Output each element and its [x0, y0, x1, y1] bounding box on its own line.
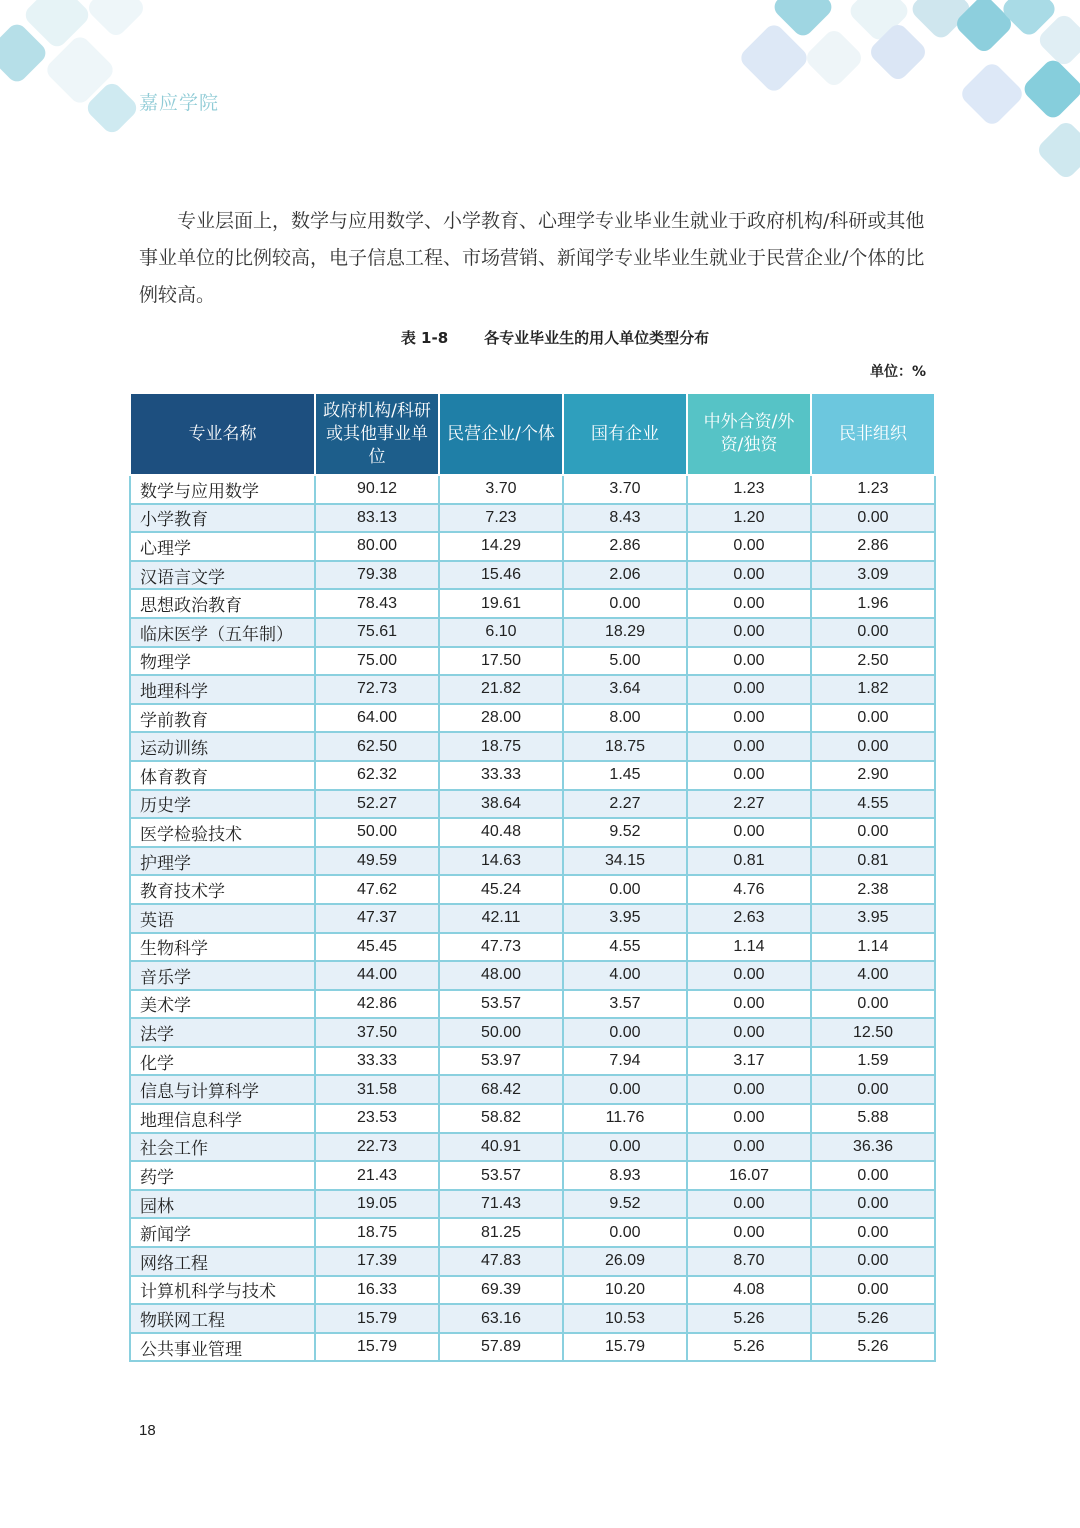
- percent-cell: 0.00: [687, 732, 811, 761]
- percent-cell: 12.50: [811, 1018, 935, 1047]
- major-name-cell: 教育技术学: [130, 875, 315, 904]
- percent-cell: 21.82: [439, 675, 563, 704]
- percent-cell: 18.29: [563, 618, 687, 647]
- table-row: [130, 990, 935, 1019]
- percent-cell: 1.59: [811, 1047, 935, 1076]
- percent-cell: 81.25: [439, 1218, 563, 1247]
- percent-cell: 1.96: [811, 589, 935, 618]
- column-header: 民营企业/个体: [439, 393, 563, 475]
- percent-cell: 0.00: [563, 589, 687, 618]
- table-row: [130, 1018, 935, 1047]
- table-row: [130, 589, 935, 618]
- percent-cell: 50.00: [439, 1018, 563, 1047]
- column-header: 中外合资/外资/独资: [687, 393, 811, 475]
- percent-cell: 0.00: [563, 1018, 687, 1047]
- percent-cell: 4.76: [687, 875, 811, 904]
- percent-cell: 5.00: [563, 647, 687, 676]
- major-name-cell: 小学教育: [130, 504, 315, 533]
- percent-cell: 0.00: [811, 618, 935, 647]
- column-header: 政府机构/科研或其他事业单位: [315, 393, 439, 475]
- percent-cell: 7.94: [563, 1047, 687, 1076]
- percent-cell: 0.00: [687, 561, 811, 590]
- percent-cell: 5.26: [811, 1304, 935, 1333]
- table-row: [130, 761, 935, 790]
- major-name-cell: 美术学: [130, 990, 315, 1019]
- major-name-cell: 网络工程: [130, 1247, 315, 1276]
- percent-cell: 1.23: [811, 475, 935, 504]
- percent-cell: 1.23: [687, 475, 811, 504]
- percent-cell: 40.48: [439, 818, 563, 847]
- major-name-cell: 新闻学: [130, 1218, 315, 1247]
- percent-cell: 0.81: [811, 847, 935, 876]
- percent-cell: 28.00: [439, 704, 563, 733]
- table-row: [130, 1276, 935, 1305]
- percent-cell: 10.53: [563, 1304, 687, 1333]
- percent-cell: 3.70: [563, 475, 687, 504]
- percent-cell: 22.73: [315, 1133, 439, 1162]
- table-row: [130, 1104, 935, 1133]
- percent-cell: 18.75: [563, 732, 687, 761]
- percent-cell: 0.00: [811, 1161, 935, 1190]
- major-name-cell: 药学: [130, 1161, 315, 1190]
- page-number: 18: [139, 1422, 156, 1439]
- major-name-cell: 汉语言文学: [130, 561, 315, 590]
- table-row: [130, 1161, 935, 1190]
- percent-cell: 57.89: [439, 1333, 563, 1362]
- major-name-cell: 临床医学（五年制）: [130, 618, 315, 647]
- table-row: [130, 475, 935, 504]
- percent-cell: 0.00: [563, 1133, 687, 1162]
- percent-cell: 6.10: [439, 618, 563, 647]
- major-name-cell: 信息与计算科学: [130, 1075, 315, 1104]
- major-name-cell: 园林: [130, 1190, 315, 1219]
- percent-cell: 8.00: [563, 704, 687, 733]
- percent-cell: 80.00: [315, 532, 439, 561]
- percent-cell: 1.20: [687, 504, 811, 533]
- percent-cell: 47.73: [439, 933, 563, 962]
- percent-cell: 0.81: [687, 847, 811, 876]
- major-name-cell: 英语: [130, 904, 315, 933]
- percent-cell: 78.43: [315, 589, 439, 618]
- major-name-cell: 社会工作: [130, 1133, 315, 1162]
- percent-cell: 33.33: [439, 761, 563, 790]
- percent-cell: 0.00: [811, 990, 935, 1019]
- percent-cell: 14.29: [439, 532, 563, 561]
- percent-cell: 50.00: [315, 818, 439, 847]
- percent-cell: 15.79: [315, 1333, 439, 1362]
- percent-cell: 47.37: [315, 904, 439, 933]
- percent-cell: 2.06: [563, 561, 687, 590]
- percent-cell: 71.43: [439, 1190, 563, 1219]
- percent-cell: 4.08: [687, 1276, 811, 1305]
- percent-cell: 64.00: [315, 704, 439, 733]
- percent-cell: 15.46: [439, 561, 563, 590]
- percent-cell: 45.24: [439, 875, 563, 904]
- table-row: [130, 790, 935, 819]
- table-row: [130, 1247, 935, 1276]
- percent-cell: 0.00: [811, 732, 935, 761]
- table-row: [130, 1075, 935, 1104]
- table-row: [130, 1218, 935, 1247]
- percent-cell: 15.79: [563, 1333, 687, 1362]
- percent-cell: 0.00: [687, 618, 811, 647]
- percent-cell: 0.00: [811, 1075, 935, 1104]
- percent-cell: 0.00: [811, 1218, 935, 1247]
- percent-cell: 0.00: [687, 990, 811, 1019]
- percent-cell: 5.88: [811, 1104, 935, 1133]
- school-name: 嘉应学院: [139, 92, 220, 114]
- percent-cell: 4.55: [811, 790, 935, 819]
- table-row: [130, 875, 935, 904]
- major-name-cell: 物理学: [130, 647, 315, 676]
- percent-cell: 75.61: [315, 618, 439, 647]
- table-row: [130, 647, 935, 676]
- percent-cell: 8.43: [563, 504, 687, 533]
- table-row: [130, 732, 935, 761]
- percent-cell: 68.42: [439, 1075, 563, 1104]
- percent-cell: 52.27: [315, 790, 439, 819]
- intro-text: 专业层面上，数学与应用数学、小学教育、心理学专业毕业生就业于政府机构/科研或其他事业单位的比例较高，电子信息工程、市场营销、新闻学专业毕业生就业于民营企业/个体的比例较高。: [139, 210, 925, 306]
- percent-cell: 19.05: [315, 1190, 439, 1219]
- percent-cell: 0.00: [687, 647, 811, 676]
- percent-cell: 9.52: [563, 1190, 687, 1219]
- major-name-cell: 公共事业管理: [130, 1333, 315, 1362]
- percent-cell: 42.86: [315, 990, 439, 1019]
- percent-cell: 62.50: [315, 732, 439, 761]
- percent-cell: 0.00: [563, 1075, 687, 1104]
- percent-cell: 0.00: [687, 1218, 811, 1247]
- percent-cell: 58.82: [439, 1104, 563, 1133]
- table-row: [130, 1047, 935, 1076]
- percent-cell: 1.82: [811, 675, 935, 704]
- major-name-cell: 地理信息科学: [130, 1104, 315, 1133]
- percent-cell: 0.00: [811, 504, 935, 533]
- percent-cell: 3.70: [439, 475, 563, 504]
- percent-cell: 38.64: [439, 790, 563, 819]
- percent-cell: 0.00: [687, 1133, 811, 1162]
- percent-cell: 10.20: [563, 1276, 687, 1305]
- percent-cell: 11.76: [563, 1104, 687, 1133]
- percent-cell: 0.00: [811, 1190, 935, 1219]
- major-name-cell: 学前教育: [130, 704, 315, 733]
- percent-cell: 63.16: [439, 1304, 563, 1333]
- major-name-cell: 地理科学: [130, 675, 315, 704]
- percent-cell: 0.00: [687, 1104, 811, 1133]
- table-body: [130, 475, 935, 1361]
- percent-cell: 36.36: [811, 1133, 935, 1162]
- percent-cell: 18.75: [315, 1218, 439, 1247]
- percent-cell: 19.61: [439, 589, 563, 618]
- column-header: 民非组织: [811, 393, 935, 475]
- percent-cell: 0.00: [687, 589, 811, 618]
- table-row: [130, 532, 935, 561]
- table-row: [130, 561, 935, 590]
- percent-cell: 69.39: [439, 1276, 563, 1305]
- table-header-row: [130, 393, 935, 475]
- percent-cell: 31.58: [315, 1075, 439, 1104]
- major-name-cell: 运动训练: [130, 732, 315, 761]
- percent-cell: 3.95: [563, 904, 687, 933]
- unit-label: 单位：%: [869, 364, 926, 380]
- percent-cell: 33.33: [315, 1047, 439, 1076]
- percent-cell: 21.43: [315, 1161, 439, 1190]
- percent-cell: 0.00: [687, 704, 811, 733]
- percent-cell: 47.83: [439, 1247, 563, 1276]
- major-name-cell: 化学: [130, 1047, 315, 1076]
- percent-cell: 0.00: [563, 1218, 687, 1247]
- percent-cell: 34.15: [563, 847, 687, 876]
- column-header: 专业名称: [130, 393, 315, 475]
- percent-cell: 0.00: [811, 1247, 935, 1276]
- major-name-cell: 心理学: [130, 532, 315, 561]
- percent-cell: 9.52: [563, 818, 687, 847]
- percent-cell: 53.57: [439, 990, 563, 1019]
- column-header: 国有企业: [563, 393, 687, 475]
- percent-cell: 47.62: [315, 875, 439, 904]
- percent-cell: 0.00: [811, 704, 935, 733]
- percent-cell: 2.86: [563, 532, 687, 561]
- table-number: 表 1-8: [400, 329, 449, 347]
- percent-cell: 42.11: [439, 904, 563, 933]
- major-name-cell: 物联网工程: [130, 1304, 315, 1333]
- table-caption: [0, 327, 1080, 348]
- percent-cell: 1.14: [811, 933, 935, 962]
- percent-cell: 26.09: [563, 1247, 687, 1276]
- percent-cell: 5.26: [811, 1333, 935, 1362]
- percent-cell: 8.70: [687, 1247, 811, 1276]
- table-row: [130, 504, 935, 533]
- percent-cell: 0.00: [563, 875, 687, 904]
- table-row: [130, 1190, 935, 1219]
- percent-cell: 0.00: [687, 818, 811, 847]
- percent-cell: 40.91: [439, 1133, 563, 1162]
- percent-cell: 16.33: [315, 1276, 439, 1305]
- percent-cell: 72.73: [315, 675, 439, 704]
- percent-cell: 2.86: [811, 532, 935, 561]
- major-name-cell: 体育教育: [130, 761, 315, 790]
- percent-cell: 90.12: [315, 475, 439, 504]
- percent-cell: 0.00: [687, 1190, 811, 1219]
- percent-cell: 16.07: [687, 1161, 811, 1190]
- table-row: [130, 1304, 935, 1333]
- percent-cell: 0.00: [687, 1018, 811, 1047]
- table-row: [130, 818, 935, 847]
- percent-cell: 2.27: [687, 790, 811, 819]
- percent-cell: 8.93: [563, 1161, 687, 1190]
- percent-cell: 4.00: [811, 961, 935, 990]
- percent-cell: 3.64: [563, 675, 687, 704]
- percent-cell: 1.14: [687, 933, 811, 962]
- percent-cell: 0.00: [687, 1075, 811, 1104]
- major-name-cell: 数学与应用数学: [130, 475, 315, 504]
- major-name-cell: 历史学: [130, 790, 315, 819]
- percent-cell: 7.23: [439, 504, 563, 533]
- percent-cell: 3.09: [811, 561, 935, 590]
- table-title: 各专业毕业生的用人单位类型分布: [484, 329, 710, 347]
- percent-cell: 2.38: [811, 875, 935, 904]
- major-name-cell: 护理学: [130, 847, 315, 876]
- employer-type-table: [129, 392, 936, 1362]
- percent-cell: 2.50: [811, 647, 935, 676]
- major-name-cell: 医学检验技术: [130, 818, 315, 847]
- table-row: [130, 675, 935, 704]
- percent-cell: 79.38: [315, 561, 439, 590]
- percent-cell: 3.95: [811, 904, 935, 933]
- percent-cell: 62.32: [315, 761, 439, 790]
- percent-cell: 14.63: [439, 847, 563, 876]
- percent-cell: 3.57: [563, 990, 687, 1019]
- table-row: [130, 961, 935, 990]
- intro-paragraph: [139, 203, 934, 314]
- percent-cell: 17.39: [315, 1247, 439, 1276]
- percent-cell: 23.53: [315, 1104, 439, 1133]
- percent-cell: 45.45: [315, 933, 439, 962]
- percent-cell: 0.00: [811, 1276, 935, 1305]
- percent-cell: 1.45: [563, 761, 687, 790]
- percent-cell: 0.00: [811, 818, 935, 847]
- major-name-cell: 生物科学: [130, 933, 315, 962]
- table-row: [130, 704, 935, 733]
- percent-cell: 3.17: [687, 1047, 811, 1076]
- major-name-cell: 法学: [130, 1018, 315, 1047]
- percent-cell: 5.26: [687, 1304, 811, 1333]
- percent-cell: 49.59: [315, 847, 439, 876]
- percent-cell: 0.00: [687, 532, 811, 561]
- percent-cell: 15.79: [315, 1304, 439, 1333]
- percent-cell: 2.63: [687, 904, 811, 933]
- percent-cell: 0.00: [687, 961, 811, 990]
- percent-cell: 4.00: [563, 961, 687, 990]
- table-row: [130, 904, 935, 933]
- table-row: [130, 847, 935, 876]
- percent-cell: 4.55: [563, 933, 687, 962]
- percent-cell: 44.00: [315, 961, 439, 990]
- major-name-cell: 计算机科学与技术: [130, 1276, 315, 1305]
- major-name-cell: 思想政治教育: [130, 589, 315, 618]
- percent-cell: 18.75: [439, 732, 563, 761]
- percent-cell: 53.97: [439, 1047, 563, 1076]
- major-name-cell: 音乐学: [130, 961, 315, 990]
- percent-cell: 5.26: [687, 1333, 811, 1362]
- percent-cell: 83.13: [315, 504, 439, 533]
- percent-cell: 2.27: [563, 790, 687, 819]
- percent-cell: 48.00: [439, 961, 563, 990]
- percent-cell: 53.57: [439, 1161, 563, 1190]
- percent-cell: 0.00: [687, 761, 811, 790]
- percent-cell: 37.50: [315, 1018, 439, 1047]
- table-row: [130, 618, 935, 647]
- table-row: [130, 1133, 935, 1162]
- table-row: [130, 933, 935, 962]
- table-row: [130, 1333, 935, 1362]
- percent-cell: 75.00: [315, 647, 439, 676]
- percent-cell: 0.00: [687, 675, 811, 704]
- percent-cell: 2.90: [811, 761, 935, 790]
- percent-cell: 17.50: [439, 647, 563, 676]
